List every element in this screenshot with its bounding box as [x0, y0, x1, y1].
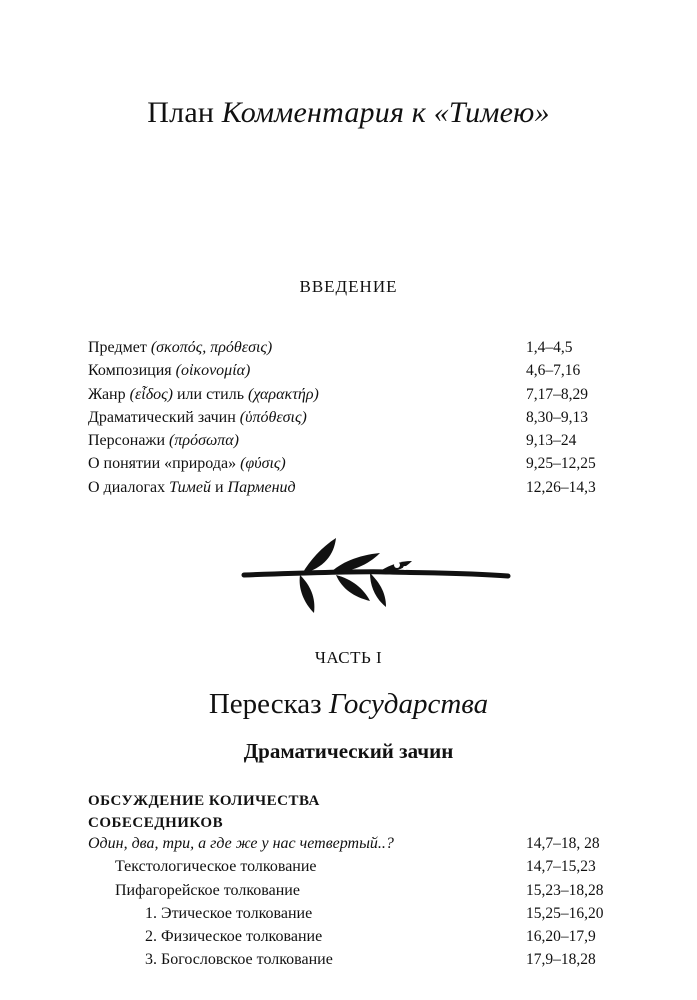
page-title-plain: План [147, 96, 222, 129]
toc-label: Композиция (οἰκονομία) [88, 362, 251, 380]
toc-page: 16,20–17,9 [526, 928, 596, 946]
discussion-heading-line1: ОБСУЖДЕНИЕ КОЛИЧЕСТВА [88, 793, 320, 809]
toc-row [88, 925, 648, 948]
intro-toc [88, 336, 628, 499]
toc-page: 15,23–18,28 [526, 881, 604, 899]
toc-label: Персонажи (πρόσωπα) [88, 432, 239, 450]
toc-page: 4,6–7,16 [526, 362, 581, 380]
toc-row [88, 406, 628, 429]
toc-row [88, 879, 648, 902]
toc-page: 8,30–9,13 [526, 408, 588, 426]
part-subtitle: Драматический зачин [243, 739, 454, 763]
toc-row [88, 359, 628, 382]
toc-row [88, 902, 648, 925]
page-title [0, 93, 697, 133]
leafy-branch-ornament-icon [240, 535, 512, 620]
toc-row [88, 832, 648, 855]
toc-label: Драматический зачин (ὑπόθεσις) [88, 408, 307, 426]
toc-label: Жанр (εἶδος) или стиль (χαρακτήρ) [88, 385, 319, 403]
toc-row [88, 383, 628, 406]
toc-row [88, 948, 648, 971]
toc-row [88, 336, 628, 359]
toc-page: 14,7–15,23 [526, 858, 596, 876]
toc-page: 7,17–8,29 [526, 385, 588, 403]
toc-row [88, 476, 628, 499]
toc-label: 2. Физическое толкование [145, 928, 323, 946]
toc-label: Пифагорейское толкование [115, 881, 300, 899]
discussion-toc [88, 832, 648, 972]
toc-page: 12,26–14,3 [526, 478, 596, 496]
toc-page: 17,9–18,28 [526, 951, 596, 969]
toc-page: 1,4–4,5 [526, 339, 573, 356]
toc-page: 9,13–24 [526, 432, 577, 450]
part-title-plain: Пересказ [208, 688, 329, 720]
toc-label: 1. Этическое толкование [145, 904, 313, 922]
toc-label: 3. Богословское толкование [145, 951, 333, 969]
toc-row [88, 855, 648, 878]
part-label: ЧАСТЬ I [314, 648, 383, 667]
toc-page: 15,25–16,20 [526, 904, 604, 922]
part-title-italic: Государства [328, 688, 489, 720]
intro-heading: ВВЕДЕНИЕ [299, 277, 398, 296]
toc-row [88, 429, 628, 452]
part-title [0, 685, 697, 723]
toc-label: Один, два, три, а где же у нас четвертый..? [88, 835, 394, 852]
page-title-italic: Комментария к «Тимею» [221, 96, 550, 129]
toc-label: Текстологическое толкование [115, 858, 317, 876]
toc-label: О понятии «природа» (φύσις) [88, 455, 286, 473]
discussion-heading [88, 790, 320, 834]
toc-page: 9,25–12,25 [526, 455, 596, 473]
toc-label: О диалогах Тимей и Парменид [88, 478, 296, 496]
toc-row [88, 452, 628, 475]
toc-label: Предмет (σκοπός, πρόθεσις) [88, 339, 273, 356]
discussion-heading-line2: СОБЕСЕДНИКОВ [88, 815, 224, 831]
toc-page: 14,7–18, 28 [526, 835, 600, 852]
